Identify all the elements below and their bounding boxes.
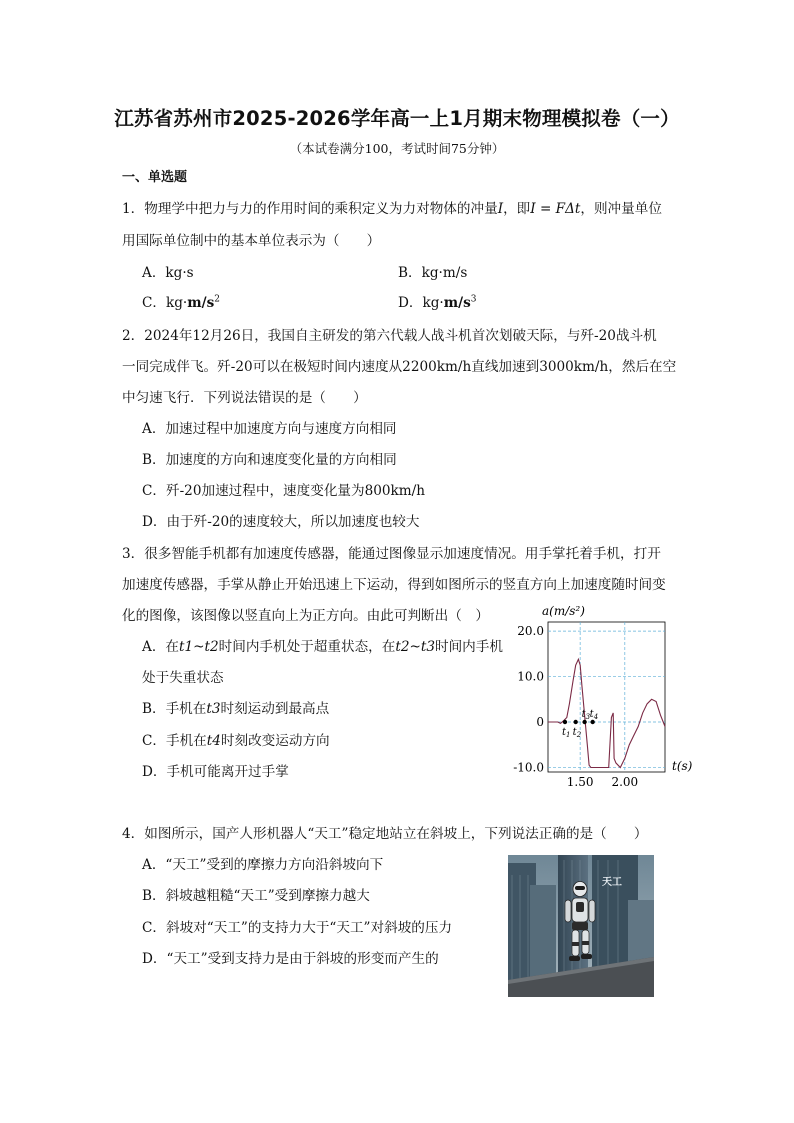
q1-line2: 用国际单位制中的基本单位表示为（ ） [122, 233, 381, 249]
q2-line3: 中匀速飞行．下列说法错误的是（ ） [122, 390, 367, 406]
q4-option-a[interactable]: A．“天工”受到的摩擦力方向沿斜坡向下 [142, 857, 384, 873]
y-tick-label: -10.0 [513, 760, 544, 775]
q2-option-d[interactable]: D．由于歼-20的速度较大，所以加速度也较大 [142, 514, 420, 530]
acceleration-time-chart [508, 600, 704, 790]
chart-point-label: $t_3$ [581, 709, 591, 721]
q4-option-c[interactable]: C．斜坡对“天工”的支持力大于“天工”对斜坡的压力 [142, 920, 453, 936]
q3-option-a-interval-1: t1~t2 [179, 639, 219, 655]
chart-y-ticks [513, 624, 544, 774]
page-title: 江苏省苏州市2025-2026学年高一上1月期末物理模拟卷（一） [114, 107, 680, 130]
q3-option-a-line2: 处于失重状态 [142, 670, 224, 686]
q1-option-d-unit: m/s [443, 295, 471, 311]
q3-line1: 3．很多智能手机都有加速度传感器，能通过图像显示加速度情况。用手掌托着手机，打开 [122, 546, 661, 562]
q1-option-b[interactable]: B．kg·m/s [398, 265, 468, 281]
q4-option-b[interactable]: B．斜坡越粗糙“天工”受到摩擦力越大 [142, 888, 370, 904]
q1-text-b: ，即 [503, 201, 531, 217]
q1-option-d-exp: 3 [470, 294, 477, 305]
chart-x-ticks [567, 775, 638, 789]
q1-option-d[interactable] [398, 291, 477, 311]
q3-option-c[interactable] [142, 729, 330, 749]
q1-option-c-unit: m/s [187, 295, 215, 311]
q1-option-d-text: D．kg· [398, 295, 444, 311]
chart-series-line [548, 659, 665, 767]
q3-option-d[interactable]: D．手机可能离开过手掌 [142, 764, 289, 780]
chart-point-label: $t_2$ [572, 727, 582, 739]
q1-option-c-exp: 2 [214, 294, 221, 305]
q3-line3: 化的图像，该图像以竖直向上为正方向。由此可判断出（ ） [122, 608, 490, 624]
chart-point-label: $t_1$ [561, 727, 571, 739]
q3-option-a-text-2: 时间内手机处于超重状态，在 [218, 639, 396, 655]
q2-option-b[interactable]: B．加速度的方向和速度变化量的方向相同 [142, 452, 397, 468]
q3-line2: 加速度传感器，手掌从静止开始迅速上下运动，得到如图所示的竖直方向上加速度随时间变 [122, 577, 666, 593]
q1-line1 [122, 197, 662, 217]
chart-point-label: $t_4$ [589, 709, 599, 721]
section-heading: 一、单选题 [122, 170, 188, 185]
chart-x-axis-label: t(s) [672, 759, 693, 773]
y-tick-label: 10.0 [517, 669, 544, 684]
q3-option-c-time: t4 [206, 733, 221, 749]
q3-option-c-text-2: 时刻改变运动方向 [220, 733, 330, 749]
chart-point [573, 720, 577, 724]
chart-plot-frame [548, 622, 665, 772]
q3-option-a[interactable] [142, 635, 503, 655]
q1-text-a: 1．物理学中把力与力的作用时间的乘积定义为力对物体的冲量 [122, 201, 498, 217]
q3-option-c-text-1: C．手机在 [142, 733, 207, 749]
q1-var: I [497, 201, 504, 217]
q3-option-a-text-1: A．在 [142, 639, 180, 655]
q1-formula: I = FΔt [530, 201, 581, 217]
x-tick-label: 1.50 [566, 775, 594, 789]
q3-option-a-text-3: 时间内手机 [434, 639, 503, 655]
q3-option-b-time: t3 [206, 701, 221, 717]
q1-option-a[interactable]: A．kg·s [142, 265, 194, 281]
x-tick-label: 2.00 [611, 775, 639, 789]
q2-option-c[interactable]: C．歼-20加速过程中，速度变化量为800km/h [142, 483, 426, 499]
q2-line1: 2．2024年12月26日，我国自主研发的第六代载人战斗机首次划破天际，与歼-20战斗机 [122, 328, 657, 344]
chart-grid [548, 622, 665, 772]
chart-point [563, 720, 567, 724]
q4-line1: 4．如图所示，国产人形机器人“天工”稳定地站立在斜坡上，下列说法正确的是（ ） [122, 826, 648, 842]
q4-option-d[interactable]: D．“天工”受到支持力是由于斜坡的形变而产生的 [142, 951, 439, 967]
q3-option-b[interactable] [142, 697, 329, 717]
y-tick-label: 20.0 [517, 624, 544, 639]
q2-line2: 一同完成伴飞。歼-20可以在极短时间内速度从2200km/h直线加速到3000km/h，然后在空 [122, 359, 677, 375]
robot-photo [508, 855, 654, 997]
q2-option-a[interactable]: A．加速过程中加速度方向与速度方向相同 [142, 421, 397, 437]
page-subtitle: （本试卷满分100，考试时间75分钟） [289, 141, 505, 156]
q1-text-c: ，则冲量单位 [580, 201, 662, 217]
q1-option-c-text: C．kg· [142, 295, 188, 311]
chart-y-axis-label: a(m/s²) [542, 604, 585, 618]
q3-option-a-interval-2: t2~t3 [395, 639, 435, 655]
photo-sign-text: 天工 [602, 877, 622, 888]
q1-option-c[interactable] [142, 291, 220, 311]
y-tick-label: 0 [536, 715, 544, 729]
q3-option-b-text-1: B．手机在 [142, 701, 207, 717]
q3-option-b-text-2: 时刻运动到最高点 [220, 701, 330, 717]
